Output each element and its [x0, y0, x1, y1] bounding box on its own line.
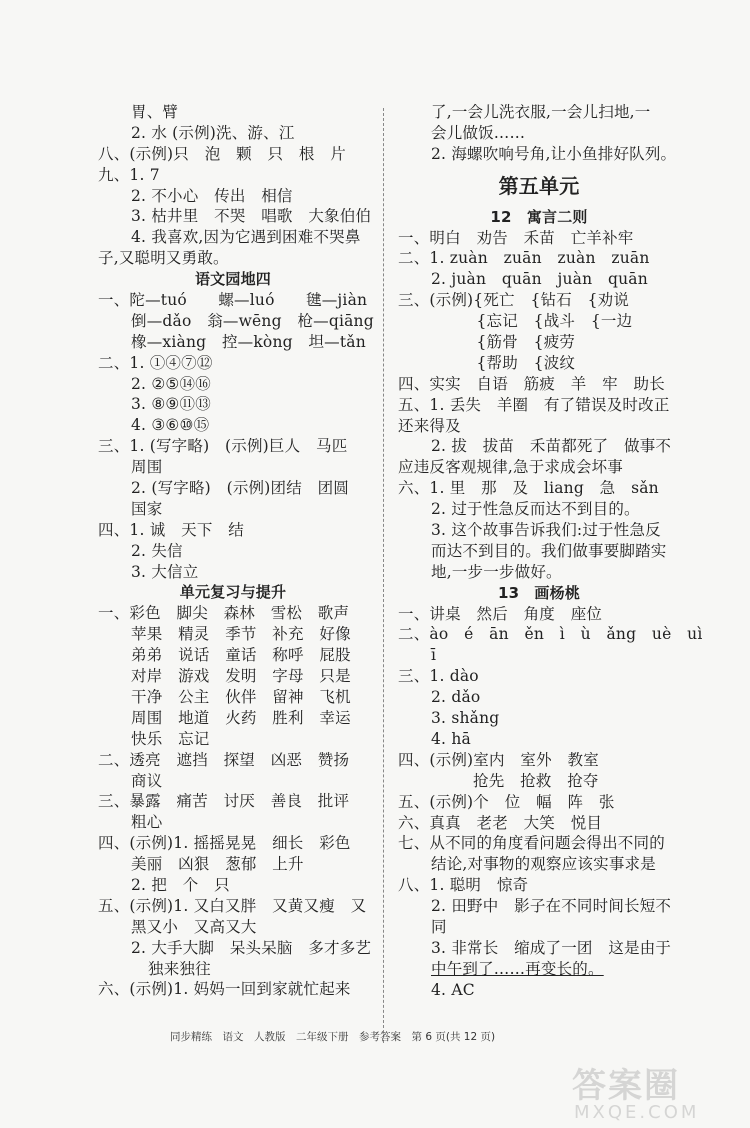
left-line: 三、暴露 痛苦 讨厌 善良 批评 [98, 792, 350, 811]
left-line: 2. 水 (示例)洗、游、江 [131, 123, 295, 142]
right-line: {筋骨 {疲劳 [398, 333, 576, 352]
left-line: 九、1. 7 [98, 165, 160, 184]
watermark-title: 答案圈 [572, 1066, 680, 1106]
watermark-logo [572, 1058, 732, 1122]
right-line: {忘记 {战斗 {一边 [398, 312, 633, 331]
left-line: 3. ⑧⑨⑪⑬ [131, 395, 211, 414]
right-line: 了,一会儿洗衣服,一会儿扫地,一 [431, 103, 651, 121]
left-line: 橡—xiàng 控—kòng 坦—tǎn [131, 332, 366, 351]
left-line: 弟弟 说话 童话 称呼 屁股 [131, 646, 351, 665]
left-line: 美丽 凶狠 葱郁 上升 [131, 855, 304, 874]
right-line: 2. 拔 拔苗 禾苗都死了 做事不 [431, 437, 672, 456]
left-line: 胃、臂 [131, 103, 179, 121]
left-line: 4. 我喜欢,因为它遇到困难不哭鼻 [131, 228, 361, 247]
left-line: 国家 [131, 499, 163, 518]
left-line: 商议 [131, 771, 163, 790]
left-line: 三、1. (写字略) (示例)巨人 马匹 [98, 437, 348, 456]
right-line: 会儿做饭…… [431, 123, 526, 142]
right-line: 八、1. 聪明 惊奇 [398, 876, 529, 895]
left-line: 一、陀—tuó 螺—luó 毽—jiàn [98, 291, 368, 310]
right-line: 4. AC [431, 980, 475, 999]
left-line: 四、1. 诚 天下 结 [98, 520, 244, 539]
right-line: 六、真真 老老 大笑 悦目 [398, 813, 603, 832]
right-line: 四、(示例)室内 室外 教室 [398, 750, 599, 769]
right-line: 地,一步一步做好。 [431, 562, 562, 581]
left-line: 2. 不小心 传出 相信 [131, 186, 293, 205]
right-line: 一、讲桌 然后 角度 座位 [398, 604, 603, 623]
left-line: 一、彩色 脚尖 森林 雪松 歌声 [98, 604, 350, 623]
right-line: 第五单元 [498, 173, 580, 198]
right-line: 12 寓言二则 [490, 207, 588, 226]
left-line: 语文园地四 [194, 270, 271, 289]
right-line: 一、明白 劝告 禾苗 亡羊补牢 [398, 228, 634, 247]
left-line: 八、(示例)只 泡 颗 只 根 片 [98, 144, 346, 163]
right-line: 应违反客观规律,急于求成会坏事 [398, 458, 623, 477]
left-line: 粗心 [131, 813, 163, 832]
right-line: 2. 海螺吹响号角,让小鱼排好队列。 [431, 144, 677, 163]
right-line: 二、1. zuàn zuān zuàn zuān [398, 249, 650, 268]
left-line: 周围 [131, 458, 163, 477]
left-line: 倒—dǎo 翁—wēng 枪—qiāng [131, 311, 374, 330]
left-line: 2. 大手大脚 呆头呆脑 多才多艺 [131, 938, 372, 957]
left-line: 五、(示例)1. 又白又胖 又黄又瘦 又 [98, 896, 367, 915]
left-line: 4. ③⑥⑩⑮ [131, 416, 210, 435]
left-line: 周围 地道 火药 胜利 幸运 [131, 708, 351, 727]
right-line: 四、实实 自语 筋疲 羊 牢 助长 [398, 374, 665, 393]
left-line: 快乐 忘记 [131, 729, 210, 748]
left-line: 六、(示例)1. 妈妈一回到家就忙起来 [98, 980, 351, 999]
right-line: 2. juàn quān juàn quān [431, 270, 648, 289]
left-line: 2. 失信 [131, 541, 183, 560]
left-line: 黑又小 又高又大 [131, 917, 257, 936]
right-line: 三、(示例){死亡 {钻石 {劝说 [398, 291, 630, 310]
right-line: 3. 这个故事告诉我们:过于性急反 [431, 521, 661, 540]
right-line: 2. 过于性急反而达不到目的。 [431, 500, 640, 519]
left-line: 二、1. ①④⑦⑫ [98, 353, 213, 372]
column-divider [383, 108, 384, 1043]
right-line: 2. dǎo [431, 688, 481, 707]
right-line: 六、1. 里 那 及 liang 急 sǎn [398, 479, 659, 498]
right-line: 五、1. 丢失 羊圈 有了错误及时改正 [398, 395, 670, 414]
left-column [98, 102, 374, 1000]
left-line: 子,又聪明又勇敢。 [98, 249, 229, 268]
left-line: 干净 公主 伙伴 留神 飞机 [131, 687, 351, 706]
right-line: 还来得及 [398, 416, 461, 435]
left-line: 3. 枯井里 不哭 唱歌 大象伯伯 [131, 207, 372, 226]
page-footer: 同步精练 语文 人教版 二年级下册 参考答案 第 6 页(共 12 页) [170, 1031, 496, 1043]
right-line: 同 [431, 917, 447, 936]
watermark-url: MXQE.COM [574, 1102, 700, 1123]
right-line: 七、从不同的角度看问题会得出不同的 [398, 834, 665, 853]
right-column [398, 102, 703, 1001]
right-line: 2. 田野中 影子在不同时间长短不 [431, 897, 672, 916]
right-line: 三、1. dào [398, 667, 479, 686]
left-line: 四、(示例)1. 摇摇晃晃 细长 彩色 [98, 834, 351, 853]
left-line: 2. ②⑤⑭⑯ [131, 374, 211, 393]
left-line: 单元复习与提升 [179, 583, 287, 602]
left-line: 独来独往 [148, 959, 211, 978]
right-line: 结论,对事物的观察应该实事求是 [431, 855, 656, 874]
right-line: 3. shǎng [431, 709, 500, 728]
left-line: 二、透亮 遮挡 探望 凶恶 赞扬 [98, 750, 350, 769]
right-line: ī [431, 646, 437, 665]
right-line: {帮助 {波纹 [398, 353, 576, 372]
left-line: 2. 把 个 只 [131, 875, 230, 894]
right-line: 中午到了……再变长的。 [431, 959, 604, 978]
left-line: 3. 大信立 [131, 562, 199, 581]
right-line: 二、ào é ān ěn ì ù ǎng uè uì [398, 625, 703, 644]
left-line: 苹果 精灵 季节 补充 好像 [131, 625, 351, 644]
right-line: 13 画杨桃 [497, 583, 581, 602]
right-line: 五、(示例)个 位 幅 阵 张 [398, 792, 615, 811]
right-line: 3. 非常长 缩成了一团 这是由于 [431, 938, 672, 957]
left-line: 2. (写字略) (示例)团结 团圆 [131, 479, 350, 498]
right-line: 抢先 抢救 抢夺 [473, 771, 599, 790]
right-line: 4. hā [431, 729, 471, 748]
right-line: 而达不到目的。我们做事要脚踏实 [431, 541, 667, 560]
left-line: 对岸 游戏 发明 字母 只是 [131, 667, 351, 686]
